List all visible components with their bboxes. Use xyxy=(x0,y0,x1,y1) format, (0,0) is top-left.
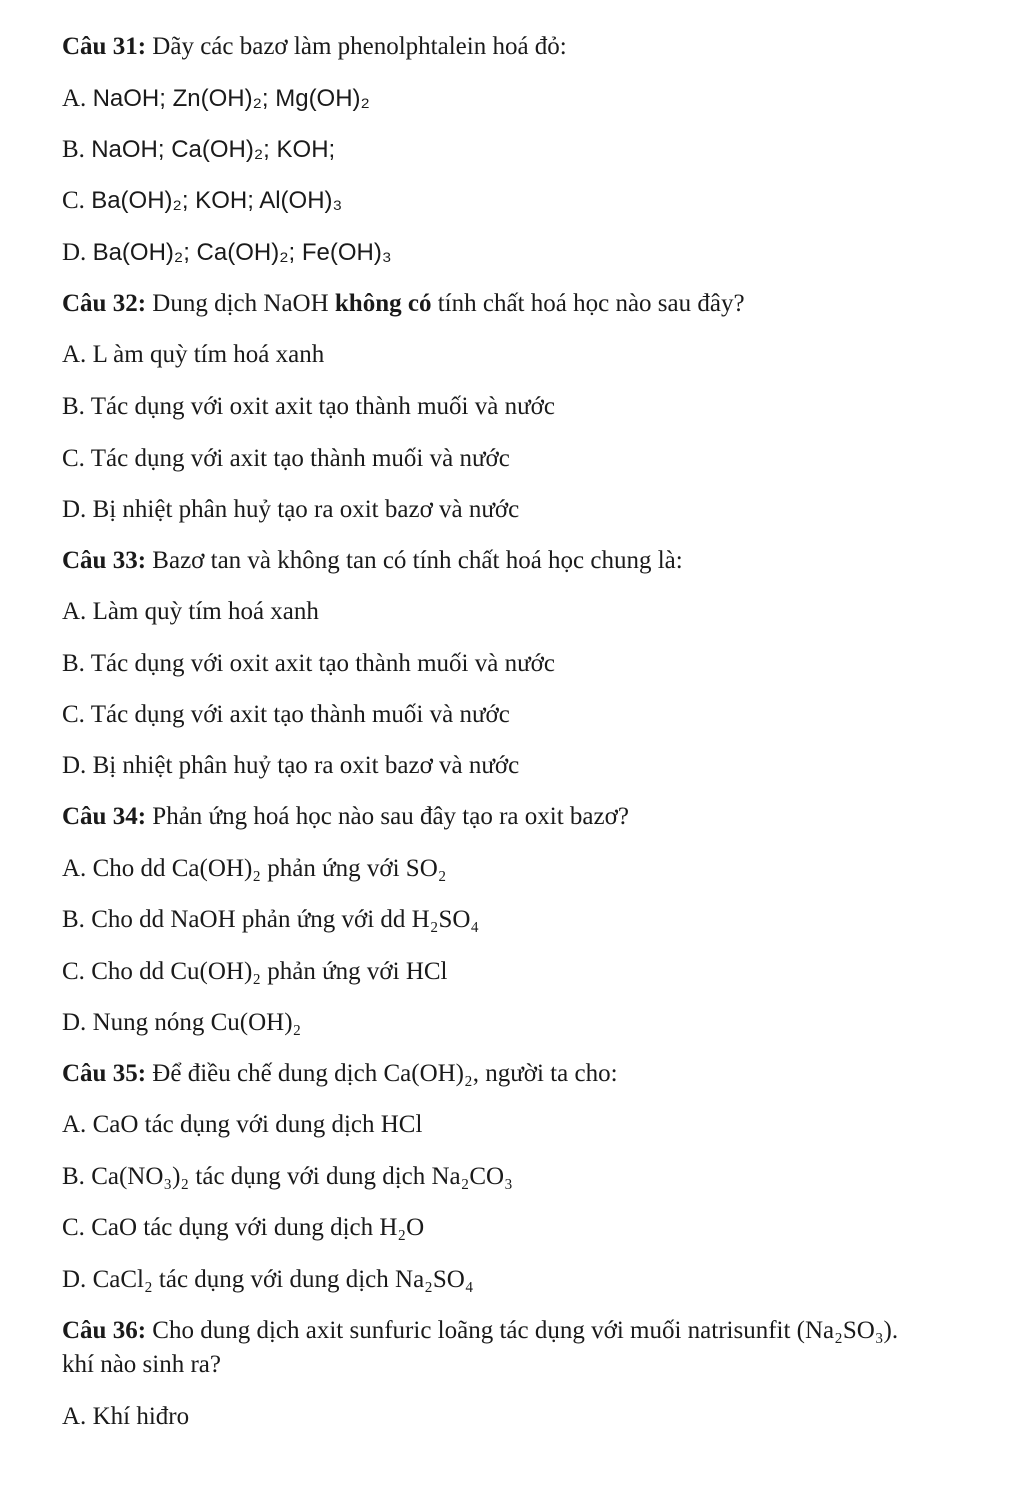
option-32-d[interactable]: D. Bị nhiệt phân huỷ tạo ra oxit bazơ và nước xyxy=(62,496,520,523)
option-34-b[interactable]: B. Cho dd NaOH phản ứng với dd H₂SO₄ xyxy=(62,906,480,933)
question-32-title xyxy=(62,291,745,316)
question-prompt: Dãy các bazơ làm phenolphtalein hoá đỏ: xyxy=(152,33,567,60)
question-prompt: Phản ứng hoá học nào sau đây tạo ra oxit bazơ? xyxy=(152,803,629,830)
question-label: Câu 34: xyxy=(62,803,147,830)
option-35-b[interactable]: B. Ca(NO₃)₂ tác dụng với dung dịch Na₂CO₃ xyxy=(62,1163,513,1190)
question-prompt: khí nào sinh ra? xyxy=(62,1351,221,1378)
option-31-b[interactable]: B. NaOH; Ca(OH)₂; KOH; xyxy=(62,136,336,163)
question-34-title xyxy=(62,804,629,829)
question-prompt: Để điều chế dung dịch Ca(OH)₂, người ta cho: xyxy=(152,1060,618,1087)
question-prompt: Dung dịch NaOH xyxy=(152,290,329,317)
option-35-c[interactable]: C. CaO tác dụng với dung dịch H₂O xyxy=(62,1214,425,1241)
option-32-b[interactable]: B. Tác dụng với oxit axit tạo thành muối và nước xyxy=(62,393,555,420)
question-33-title xyxy=(62,548,683,573)
option-34-d[interactable]: D. Nung nóng Cu(OH)₂ xyxy=(62,1009,302,1036)
option-34-c[interactable]: C. Cho dd Cu(OH)₂ phản ứng với HCl xyxy=(62,958,448,985)
question-36-title xyxy=(62,1318,898,1343)
option-33-c[interactable]: C. Tác dụng với axit tạo thành muối và nước xyxy=(62,701,510,728)
option-33-b[interactable]: B. Tác dụng với oxit axit tạo thành muối và nước xyxy=(62,650,555,677)
question-prompt: Bazơ tan và không tan có tính chất hoá học chung là: xyxy=(152,547,683,574)
option-32-a[interactable]: A. L àm quỳ tím hoá xanh xyxy=(62,341,325,368)
question-label: Câu 35: xyxy=(62,1060,147,1087)
question-36-title-cont xyxy=(62,1352,221,1377)
question-35-title xyxy=(62,1061,618,1086)
option-33-d[interactable]: D. Bị nhiệt phân huỷ tạo ra oxit bazơ và nước xyxy=(62,752,520,779)
question-label: Câu 31: xyxy=(62,33,147,60)
question-prompt: Cho dung dịch axit sunfuric loãng tác dụng với muối natrisunfit (Na₂SO₃). xyxy=(152,1317,899,1344)
option-31-c[interactable]: C. Ba(OH)₂; KOH; Al(OH)₃ xyxy=(62,187,343,214)
option-32-c[interactable]: C. Tác dụng với axit tạo thành muối và nước xyxy=(62,445,510,472)
option-35-a[interactable]: A. CaO tác dụng với dung dịch HCl xyxy=(62,1111,423,1138)
option-33-a[interactable]: A. Làm quỳ tím hoá xanh xyxy=(62,598,319,625)
question-label: Câu 36: xyxy=(62,1317,147,1344)
question-prompt: tính chất hoá học nào sau đây? xyxy=(437,290,745,317)
question-label: Câu 33: xyxy=(62,547,147,574)
option-31-d[interactable]: D. Ba(OH)₂; Ca(OH)₂; Fe(OH)₃ xyxy=(62,239,392,266)
option-31-a[interactable]: A. NaOH; Zn(OH)₂; Mg(OH)₂ xyxy=(62,85,370,112)
question-label: Câu 32: xyxy=(62,290,147,317)
option-34-a[interactable]: A. Cho dd Ca(OH)₂ phản ứng với SO₂ xyxy=(62,855,447,882)
option-36-a[interactable]: A. Khí hiđro xyxy=(62,1403,190,1430)
question-prompt-emphasis: không có xyxy=(334,290,432,317)
question-31-title xyxy=(62,34,567,59)
option-35-d[interactable]: D. CaCl₂ tác dụng với dung dịch Na₂SO₄ xyxy=(62,1266,474,1293)
